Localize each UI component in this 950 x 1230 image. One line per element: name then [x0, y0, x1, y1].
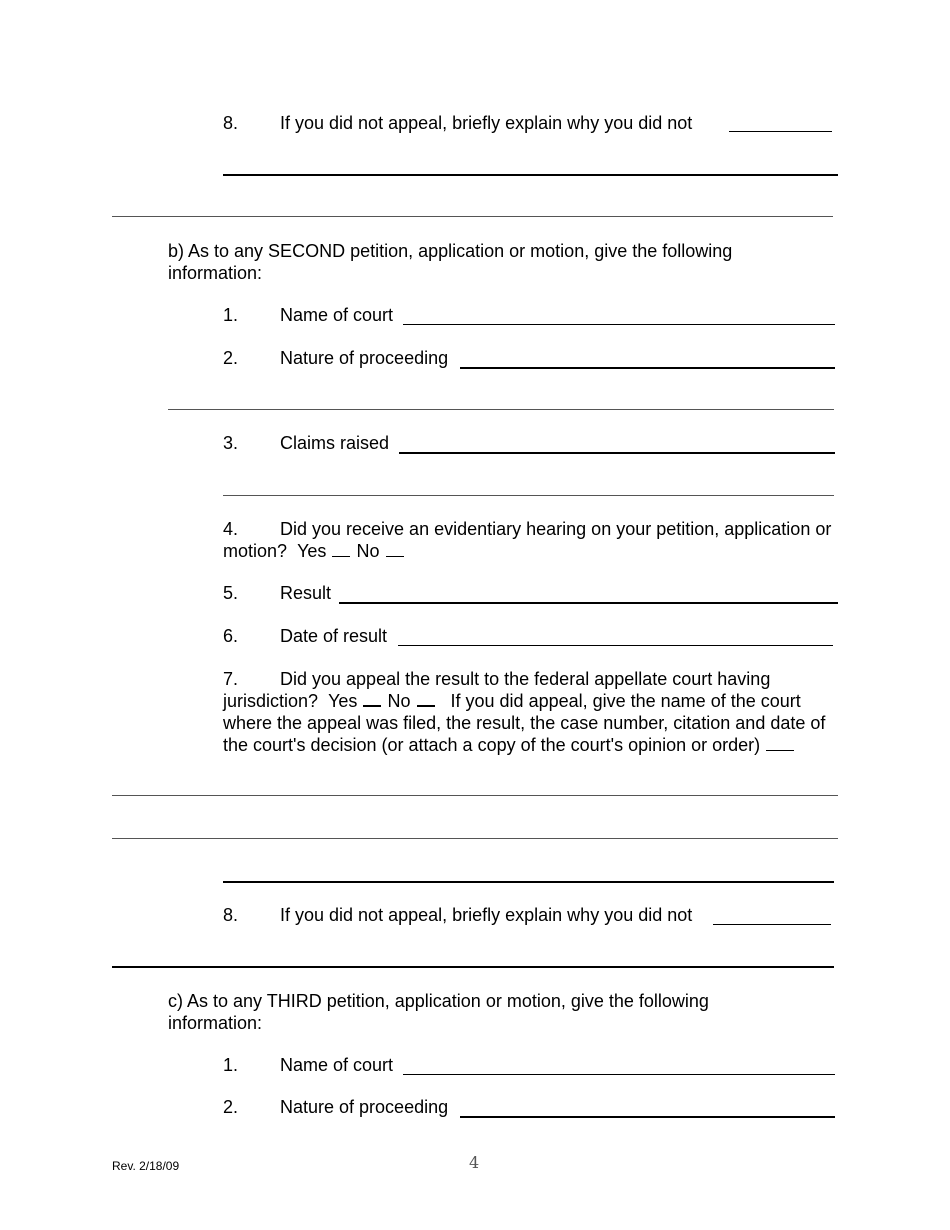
- b-q7-yes-label: Yes: [328, 691, 358, 711]
- b-q8-answer-blank[interactable]: [713, 924, 831, 925]
- b-q1-label: Name of court: [280, 305, 394, 325]
- c-q2-number: 2.: [223, 1097, 239, 1117]
- page-number: 4: [469, 1153, 480, 1172]
- c-q1-court-input-line[interactable]: [403, 1074, 835, 1075]
- a-q8-number: 8.: [223, 113, 239, 133]
- b-q7-no-label: No: [387, 691, 411, 711]
- b-q5-result-input-line[interactable]: [339, 602, 838, 604]
- b-q4-text: Did you receive an evidentiary hearing on your petition, application or motion?: [223, 519, 832, 561]
- b-q7-yes-checkbox[interactable]: [363, 691, 381, 707]
- b-q5-number: 5.: [223, 583, 239, 603]
- b-intro: b) As to any SECOND petition, application or motion, give the following information:: [168, 241, 733, 283]
- b-q1-court-input-line[interactable]: [403, 324, 835, 325]
- c-q2-label: Nature of proceeding: [280, 1097, 449, 1117]
- a-q8-answer-line-3[interactable]: [112, 216, 833, 217]
- b-q6-date-input-line[interactable]: [398, 645, 833, 646]
- b-q7-text: Did you appeal the result to the federal appellate court having jurisdiction?: [223, 669, 771, 711]
- b-q2-label: Nature of proceeding: [280, 348, 449, 368]
- b-q3-claims-line-2[interactable]: [223, 495, 834, 496]
- b-q7-paragraph: [223, 668, 841, 756]
- b-q4-no-label: No: [356, 541, 380, 561]
- c-q1-label: Name of court: [280, 1055, 394, 1075]
- revision-date: Rev. 2/18/09: [112, 1159, 180, 1173]
- b-q3-label: Claims raised: [280, 433, 390, 453]
- b-q8-text: If you did not appeal, briefly explain why you did not: [280, 905, 693, 925]
- b-q6-number: 6.: [223, 626, 239, 646]
- b-q5-label: Result: [280, 583, 332, 603]
- b-q6-label: Date of result: [280, 626, 388, 646]
- a-q8-text: If you did not appeal, briefly explain why you did not: [280, 113, 693, 133]
- c-intro: c) As to any THIRD petition, application or motion, give the following information:: [168, 991, 709, 1033]
- b-q4-paragraph: [223, 518, 838, 562]
- b-q2-number: 2.: [223, 348, 239, 368]
- c-q2-proceeding-input-line[interactable]: [460, 1116, 835, 1118]
- b-q7-no-checkbox[interactable]: [417, 691, 435, 707]
- a-q8-answer-line-2[interactable]: [223, 174, 838, 176]
- b-q7-answer-blank[interactable]: [766, 736, 794, 751]
- a-q8-answer-blank[interactable]: [729, 131, 832, 132]
- b-q7-number: 7.: [223, 669, 239, 689]
- b-q3-claims-input-line[interactable]: [399, 452, 835, 454]
- b-q7-text-2: If you did appeal, give the name of the court where the appeal was filed, the result, the case number, citation and date of the court's decision (or attach a copy of the court's opinion or order): [223, 691, 826, 755]
- b-q7-answer-line-3[interactable]: [112, 838, 838, 839]
- b-q2-proceeding-input-line[interactable]: [460, 367, 835, 369]
- c-q1-number: 1.: [223, 1055, 239, 1075]
- b-q7-answer-line-4[interactable]: [223, 881, 834, 883]
- b-q7-answer-line-2[interactable]: [112, 795, 838, 796]
- b-q2-proceeding-line-2[interactable]: [168, 409, 834, 410]
- b-q3-number: 3.: [223, 433, 239, 453]
- b-q8-number: 8.: [223, 905, 239, 925]
- b-q4-no-checkbox[interactable]: [386, 542, 404, 557]
- b-q4-number: 4.: [223, 519, 239, 539]
- b-q4-yes-label: Yes: [297, 541, 327, 561]
- b-q8-answer-line-2[interactable]: [112, 966, 834, 968]
- b-q1-number: 1.: [223, 305, 239, 325]
- b-q4-yes-checkbox[interactable]: [332, 542, 350, 557]
